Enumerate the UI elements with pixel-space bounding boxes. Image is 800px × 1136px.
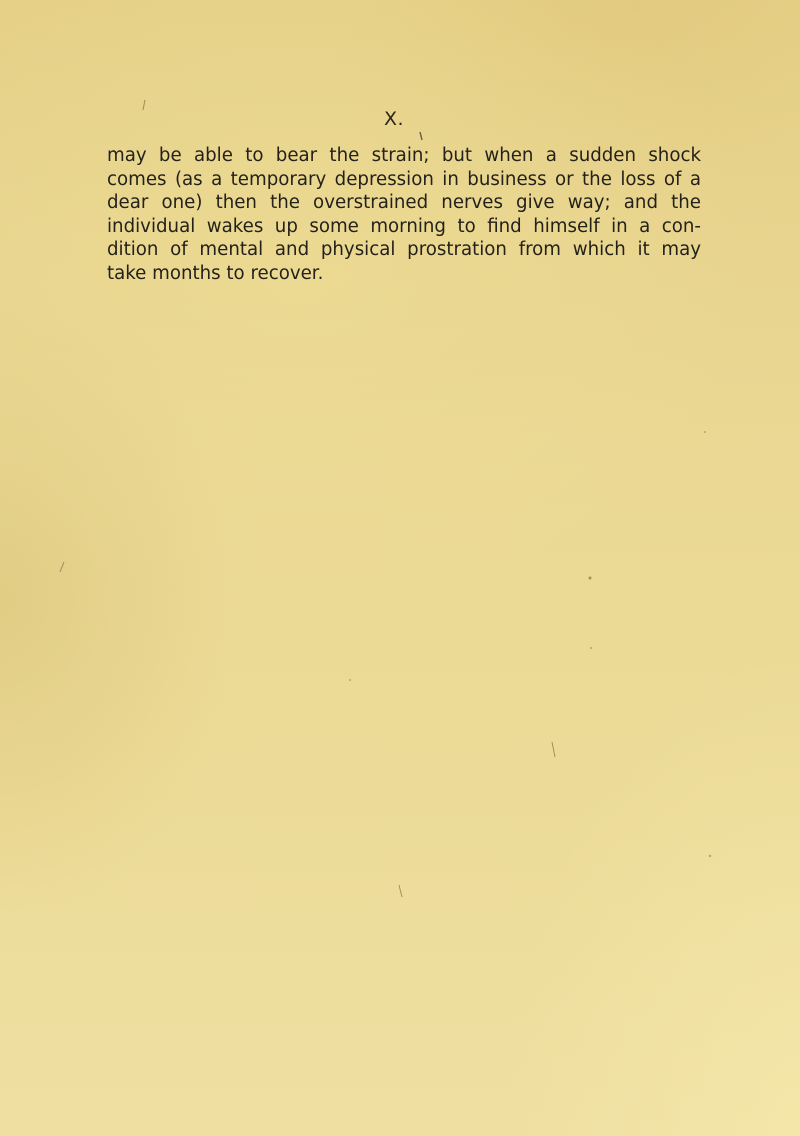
paper-speck (420, 132, 422, 140)
paper-speck (589, 577, 592, 580)
text-line: dition of mental and physical prostration from which it may (107, 239, 701, 261)
text-line: may be able to bear the strain; but when a sudden shock (107, 145, 701, 166)
page-number: X. (384, 108, 405, 130)
paper-speck (709, 855, 711, 857)
paper-speck (399, 885, 402, 897)
paper-speck (143, 100, 145, 110)
text-line: individual wakes up some morning to find himself in a con- (107, 215, 701, 237)
body-paragraph (107, 144, 701, 286)
paper-speck (590, 647, 592, 649)
text-line: dear one) then the overstrained nerves give way; and the (107, 192, 701, 214)
paper-speck (349, 679, 351, 681)
text-line: take months to recover. (107, 262, 324, 284)
paper-speck (60, 562, 64, 572)
text-line: comes (as a temporary depression in business or the loss of a (107, 168, 701, 190)
paper-speck (704, 431, 706, 433)
paper-speck (552, 742, 555, 757)
